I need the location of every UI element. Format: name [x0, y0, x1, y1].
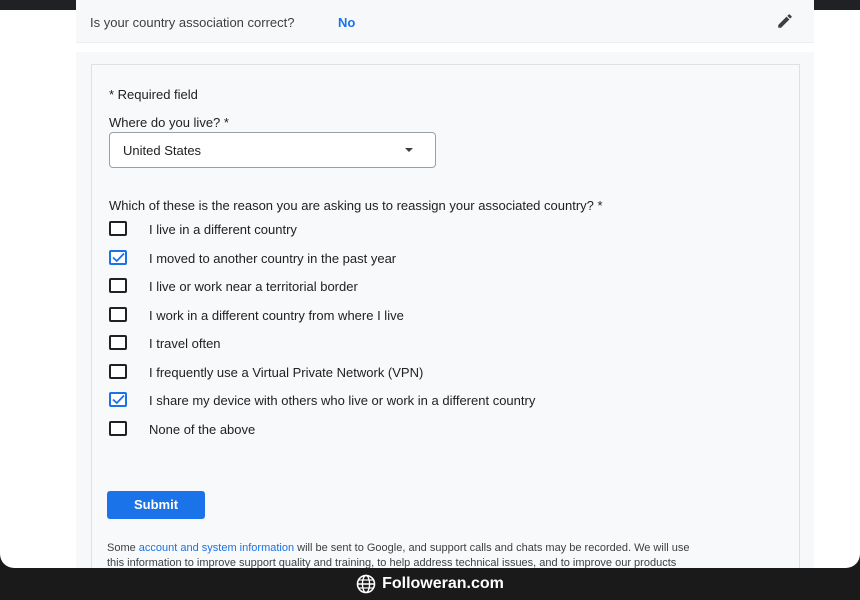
checkbox[interactable] [109, 335, 127, 350]
country-select-value: United States [123, 143, 202, 158]
disclaimer-line2: this information to improve support quality and training, to help address technical issues, and to improve our products [107, 557, 677, 568]
chevron-down-icon [405, 148, 413, 152]
checkbox[interactable] [109, 421, 127, 436]
country-question: Where do you live? * [109, 115, 229, 130]
reason-question: Which of these is the reason you are asking us to reassign your associated country? * [109, 198, 603, 213]
pencil-icon[interactable] [776, 12, 794, 30]
watermark-text: Followeran.com [382, 575, 504, 592]
reason-option[interactable] [109, 421, 709, 450]
reason-option[interactable] [109, 250, 709, 279]
checkbox-checked[interactable] [109, 250, 127, 265]
form-section [76, 52, 814, 568]
reason-option[interactable] [109, 278, 709, 307]
watermark [0, 568, 860, 600]
country-select[interactable] [109, 132, 436, 168]
reason-option[interactable] [109, 221, 709, 250]
disclaimer-line1: will be sent to Google, and support calls and chats may be recorded. We will use [294, 542, 690, 554]
globe-icon [356, 574, 376, 594]
reason-option-label: I work in a different country from where I live [149, 307, 404, 323]
reason-option-label: I travel often [149, 336, 221, 351]
reason-options [109, 221, 709, 449]
checkmark-icon [112, 394, 125, 405]
reason-option-label: I live or work near a territorial border [149, 279, 358, 294]
submit-button[interactable]: Submit [107, 491, 205, 519]
reason-option-label: I frequently use a Virtual Private Network (VPN) [149, 364, 424, 380]
checkbox[interactable] [109, 364, 127, 379]
reason-option-label: I share my device with others who live or work in a different country [149, 393, 536, 408]
reason-option[interactable] [109, 392, 709, 421]
disclaimer-prefix: Some [107, 542, 139, 554]
reason-option-label: I moved to another country in the past year [149, 250, 397, 266]
country-association-row [76, 0, 814, 43]
account-info-link[interactable]: account and system information [138, 542, 295, 554]
reason-option-label: I live in a different country [149, 222, 297, 237]
disclaimer [107, 541, 787, 568]
reassign-country-form [91, 64, 800, 568]
association-answer: No [338, 15, 356, 30]
reason-option[interactable] [109, 335, 709, 364]
checkmark-icon [112, 252, 125, 263]
required-field-note: * Required field [109, 87, 198, 102]
reason-option-label: None of the above [149, 421, 256, 437]
association-question: Is your country association correct? [90, 15, 295, 30]
reason-option[interactable] [109, 307, 709, 336]
checkbox[interactable] [109, 278, 127, 293]
checkbox[interactable] [109, 221, 127, 236]
checkbox-checked[interactable] [109, 392, 127, 407]
checkbox[interactable] [109, 307, 127, 322]
reason-option[interactable] [109, 364, 709, 393]
